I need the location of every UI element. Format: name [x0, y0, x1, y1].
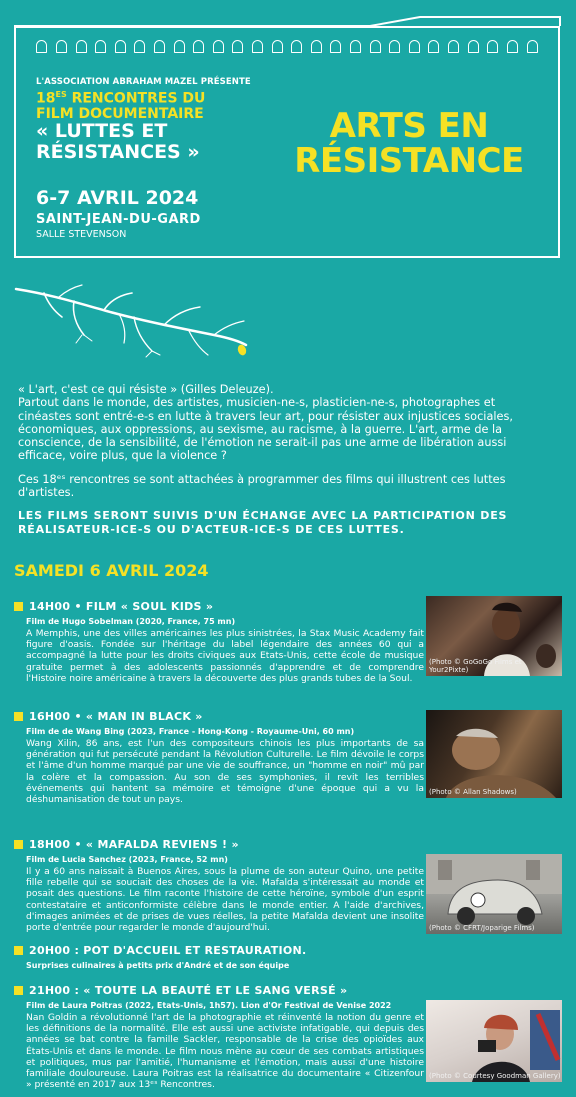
- event-credit: Film de de Wang Bing (2023, France - Hong-Kong - Royaume-Uni, 60 mn): [26, 727, 355, 736]
- festival-title-line1: « LUTTES ET: [36, 120, 168, 142]
- event-man-in-black: [14, 710, 562, 805]
- festival-title-line2: RÉSISTANCES »: [36, 141, 200, 163]
- event-mafalda: [14, 838, 562, 933]
- event-credit: Film de Lucia Sanchez (2023, France, 52 mn): [26, 855, 228, 864]
- photo-caption: (Photo © CFRT/Joparige Films): [429, 924, 535, 932]
- intro-programming: Ces 18ᵉˢ rencontres se sont attachées à programmer des films qui illustrent ces luttes d'artistes.: [18, 472, 506, 500]
- festival-hall: SALLE STEVENSON: [36, 229, 127, 240]
- yellow-square-icon: [14, 602, 23, 611]
- event-credit: Film de Laura Poitras (2022, Etats-Unis, 1h57). Lion d'Or Festival de Venise 2022: [26, 1001, 392, 1010]
- yellow-square-icon: [14, 946, 23, 955]
- branch-illustration: [14, 283, 254, 363]
- intro-discussion: LES FILMS SERONT SUIVIS D'UN ÉCHANGE AVEC LA PARTICIPATION DES RÉALISATEUR-ICE-S OU D'ACTEUR-ICE-S DE CES LUTTES.: [18, 509, 508, 537]
- edition-title: [36, 87, 205, 122]
- event-description: Il y a 60 ans naissait à Buenos Aires, sous la plume de son auteur Quino, une petite fille rebelle qui se souciait des choses de la vie. Mafalda s'intéressait au monde et posait des questions. Le film raconte l'histoire de cette héroïne, symbole d'un esprit contestataire et anticonformiste célèbre dans le monde entier. A l'aide d'archives, d'images animées et de prises de vues réelles, la petite Mafalda devient une insolite porte d'entrée pour regarder le monde d'aujourd'hui.: [26, 866, 424, 934]
- headline-line1: ARTS EN: [329, 106, 489, 146]
- event-description: Nan Goldin a révolutionné l'art de la photographie et réinventé la notion du genre et les définitions de la normalité. Elle est aussi une activiste infatigable, qui depuis des années se bat contre la famille Sackler, responsable de la crise des opioïdes aux États-Unis et dans le monde. Le film nous mène au cœur de ses combats artistiques et politiques, mus par l'amitié, l'humanisme et l'émotion, mais aussi d'une histoire familiale douloureuse. Laura Poitras est la réalisatrice du documentaire « Citizenfour » présenté en 2017 aux 13ᵉˢ Rencontres.: [26, 1012, 424, 1091]
- yellow-square-icon: [14, 986, 23, 995]
- intro-paragraph: Partout dans le monde, des artistes, musicien-ne-s, plasticien-ne-s, photographes et cinéastes sont entré-e-s en lutte à travers leur art, pour résister aux injustices sociales, économiques, aux oppressions, au sexisme, au racisme, à la guerre. L'art, arme de la conscience, de la sensibilité, de l'émotion ne serait-il pas une arme de libération aussi efficace, voire plus, que la violence ?: [18, 396, 513, 463]
- event-heading: 20H00 : POT D'ACCUEIL ET RESTAURATION.: [14, 944, 562, 957]
- yellow-square-icon: [14, 840, 23, 849]
- event-heading: 14H00 • FILM « SOUL KIDS »: [14, 600, 562, 613]
- event-reception: [14, 944, 562, 972]
- event-photo: [426, 1000, 562, 1082]
- arch-windows-row: [14, 40, 560, 53]
- festival-place: SAINT-JEAN-DU-GARD: [36, 212, 201, 227]
- intro-quote: « L'art, c'est ce qui résiste » (Gilles Deleuze).: [18, 383, 274, 396]
- event-photo: [426, 596, 562, 676]
- event-description: Wang Xilin, 86 ans, est l'un des compositeurs chinois les plus importants de sa génération qui fut persécuté pendant la Révolution Culturelle. Le film dévoile le corps et l'âme d'un homme marqué par une vie de souffrance, un "homme en noir" mû par la colère et la compassion. Au son de ses symphonies, il revit les terribles événements qui hantent sa mémoire et témoigne d'une époque qui a vu la déshumanisation de tout un pays.: [26, 738, 424, 806]
- festival-dates: 6-7 AVRIL 2024: [36, 187, 199, 209]
- intro-text: [18, 383, 548, 547]
- event-soul-kids: [14, 600, 562, 684]
- photo-caption: (Photo © Allan Shadows): [429, 788, 517, 796]
- headline-line2: RÉSISTANCE: [294, 141, 524, 181]
- festival-title: [36, 121, 200, 163]
- photo-caption: (Photo © GoGoGo Films et Your2Pixte): [429, 658, 522, 674]
- event-credit: Surprises culinaires à petits prix d'André et de son équipe: [26, 961, 290, 970]
- headline: [274, 106, 544, 181]
- association-line: L'ASSOCIATION ABRAHAM MAZEL PRÉSENTE: [36, 77, 251, 87]
- edition-rest: RENCONTRES DU: [66, 90, 206, 107]
- event-heading: 18H00 • « MAFALDA REVIENS ! »: [14, 838, 562, 851]
- event-heading: 16H00 • « MAN IN BLACK »: [14, 710, 562, 723]
- event-photo: [426, 854, 562, 934]
- event-heading: 21H00 : « TOUTE LA BEAUTÉ ET LE SANG VERSÉ »: [14, 984, 562, 997]
- event-credit: Film de Hugo Sobelman (2020, France, 75 mn): [26, 617, 236, 626]
- edition-suffix: ES: [55, 90, 67, 99]
- edition-line2: FILM DOCUMENTAIRE: [36, 105, 204, 122]
- edition-number: 18: [36, 90, 56, 107]
- event-photo: [426, 710, 562, 798]
- photo-caption: (Photo © Courtesy Goodman Gallery): [429, 1072, 561, 1080]
- event-toute-la-beaute: [14, 984, 562, 1090]
- day-title: SAMEDI 6 AVRIL 2024: [14, 561, 209, 580]
- yellow-square-icon: [14, 712, 23, 721]
- event-description: A Memphis, une des villes américaines les plus sinistrées, la Stax Music Academy fait figure d'oasis. Fondée sur l'héritage du label légendaire des années 60 qui a accompagné la lutte pour les droits civiques aux Etats-Unis, cette école de musique gratuite permet à des adolescents passionnés d'apprendre et de comprendre l'Histoire noire américaine à travers la découverte des plus grands tubes de la Soul.: [26, 628, 424, 684]
